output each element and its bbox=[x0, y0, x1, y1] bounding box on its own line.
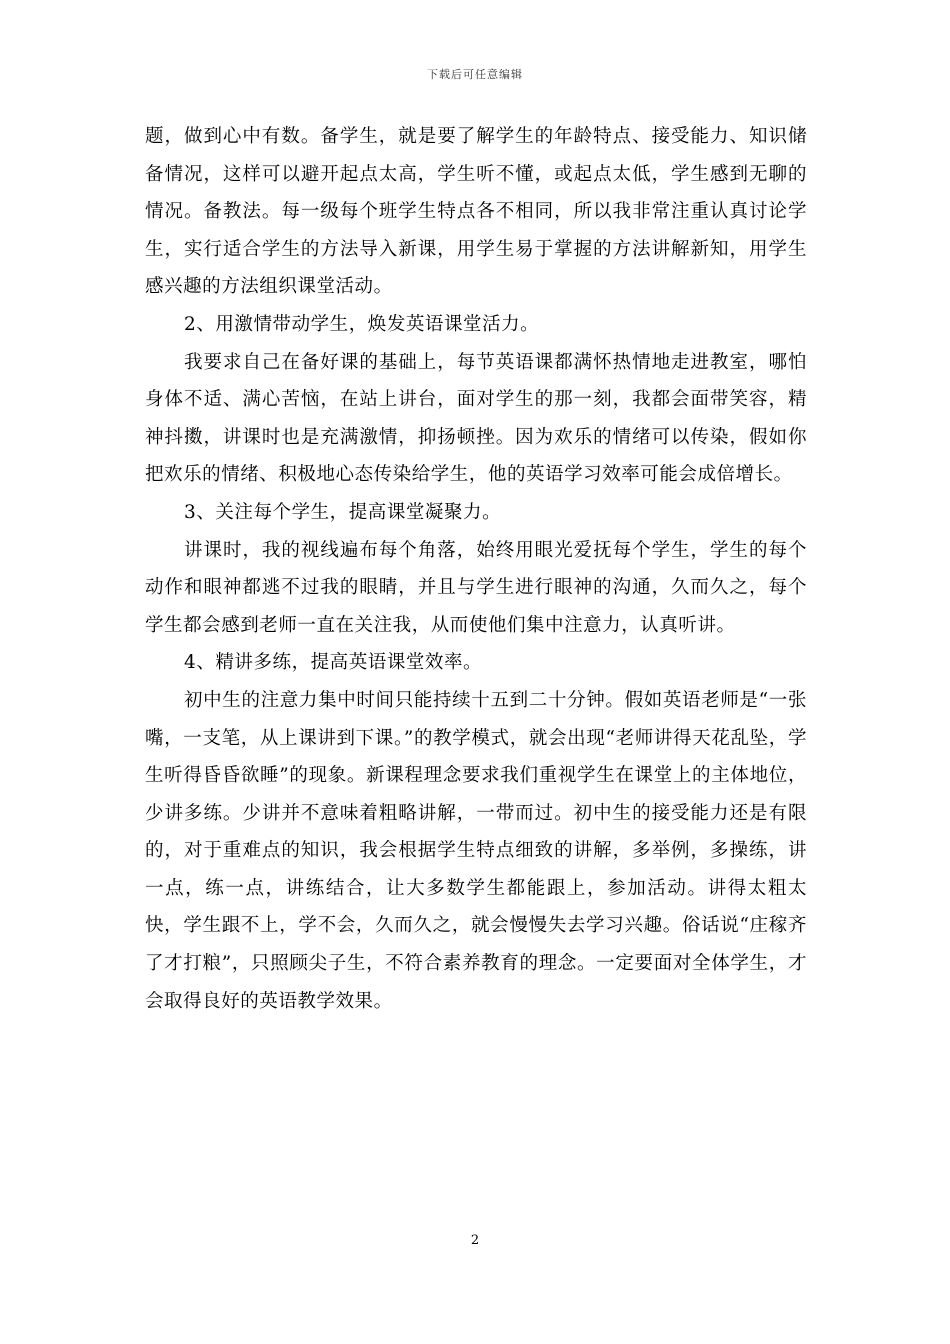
page-number: 2 bbox=[470, 1233, 480, 1248]
paragraph-continued: 题，做到心中有数。备学生，就是要了解学生的年龄特点、接受能力、知识储备情况，这样可以避开起点太高，学生听不懂，或起点太低，学生感到无聊的情况。备教法。每一级每个班学生特点各不相同，所以我非常注重认真讨论学生，实行适合学生的方法导入新课，用学生易于掌握的方法讲解新知，用学生感兴趣的方法组织课堂活动。 bbox=[145, 126, 807, 298]
section-heading-2: 2、用激情带动学生，焕发英语课堂活力。 bbox=[184, 313, 540, 335]
document-body bbox=[145, 118, 807, 1020]
paragraph-practice: 初中生的注意力集中时间只能持续十五到二十分钟。假如英语老师是“一张嘴，一支笔，从上课讲到下课。”的教学模式，就会出现“老师讲得天花乱坠，学生听得昏昏欲睡”的现象。新课程理念要求我们重视学生在课堂上的主体地位，少讲多练。少讲并不意味着粗略讲解，一带而过。初中生的接受能力还是有限的，对于重难点的知识，我会根据学生特点细致的讲解，多举例，多操练，讲一点，练一点，讲练结合，让大多数学生都能跟上，参加活动。讲得太粗太快，学生跟不上，学不会，久而久之，就会慢慢失去学习兴趣。俗话说“庄稼齐了才打粮”，只照顾尖子生，不符合素养教育的理念。一定要面对全体学生，才会取得良好的英语教学效果。 bbox=[145, 689, 807, 1012]
section-heading-4: 4、精讲多练，提高英语课堂效率。 bbox=[184, 652, 483, 674]
paragraph-attention: 讲课时，我的视线遍布每个角落，始终用眼光爱抚每个学生，学生的每个动作和眼神都逃不过我的眼睛，并且与学生进行眼神的沟通，久而久之，每个学生都会感到老师一直在关注我，从而使他们集中注意力，认真听讲。 bbox=[145, 539, 807, 636]
paragraph-enthusiasm: 我要求自己在备好课的基础上，每节英语课都满怀热情地走进教室，哪怕身体不适、满心苦恼，在站上讲台，面对学生的那一刻，我都会面带笑容，精神抖擞，讲课时也是充满激情，抑扬顿挫。因为欢乐的情绪可以传染，假如你把欢乐的情绪、积极地心态传染给学生，他的英语学习效率可能会成倍增长。 bbox=[145, 351, 807, 486]
page-header: 下载后可任意编辑 bbox=[427, 68, 523, 81]
section-heading-3: 3、关注每个学生，提高课堂凝聚力。 bbox=[184, 501, 502, 523]
